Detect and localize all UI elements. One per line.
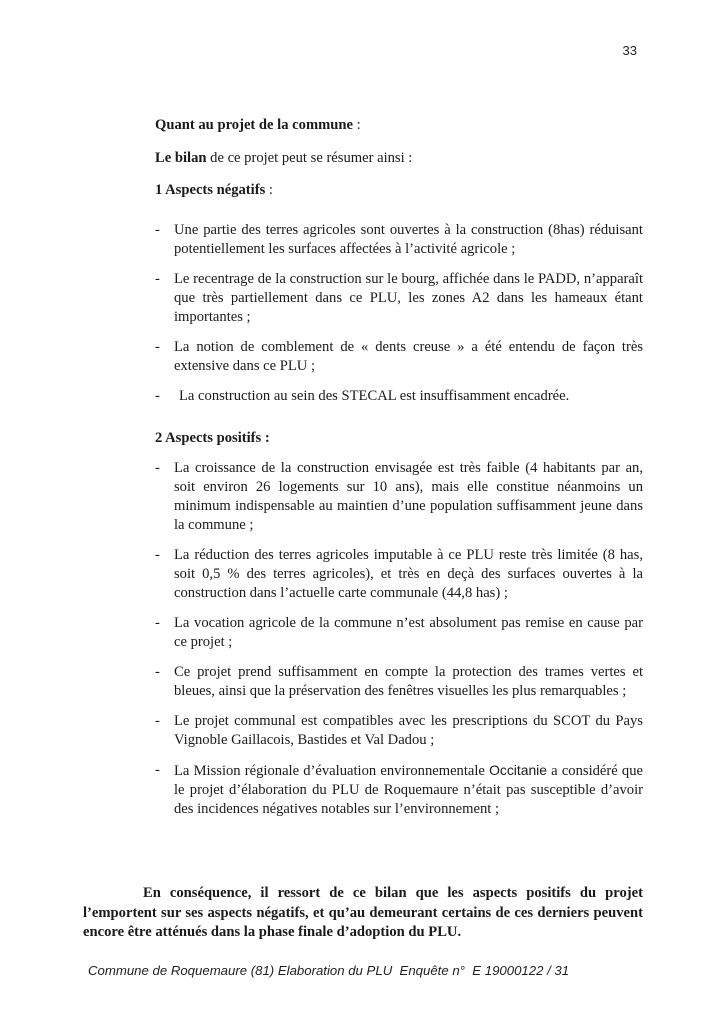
list-item <box>155 338 643 376</box>
paragraph-bilan-rest: de ce projet peut se résumer ainsi : <box>206 150 413 166</box>
paragraph-bilan-bold: Le bilan <box>155 150 207 166</box>
page-number: 33 <box>622 43 637 58</box>
list-item <box>155 387 643 406</box>
bullet-dash: - <box>155 222 160 238</box>
mission-occitanie: Occitanie <box>489 762 547 778</box>
bullet-text: Une partie des terres agricoles sont ouvertes à la construction (8has) réduisant potentiellement les surfaces affectées à l’activité agricole ; <box>174 222 643 257</box>
heading-negative-colon: : <box>265 182 273 198</box>
bullet-dash: - <box>155 664 160 680</box>
bullet-dash: - <box>155 271 160 287</box>
list-item <box>155 270 643 327</box>
list-item <box>155 712 643 750</box>
list-item <box>155 761 643 819</box>
bullet-dash: - <box>155 388 160 404</box>
mission-text-after: a considéré que le projet d’élaboration du PLU de Roquemaure n’était pas susceptible d’avoir des incidences négatives notables sur l’environnement ; <box>174 763 643 817</box>
bullet-text <box>174 761 643 819</box>
bullet-text: La construction au sein des STECAL est insuffisamment encadrée. <box>179 388 570 404</box>
bullet-dash: - <box>155 615 160 631</box>
bullet-dash: - <box>155 713 160 729</box>
conclusion-paragraph: En conséquence, il ressort de ce bilan que les aspects positifs du projet l’emportent sur ses aspects négatifs, et qu’au demeurant certains de ces derniers peuvent encore être atténués dans la phase finale d’adoption du PLU. <box>83 885 643 940</box>
document-footer: Commune de Roquemaure (81) Elaboration du PLU Enquête n° E 19000122 / 31 <box>88 963 570 978</box>
document-body <box>155 116 643 830</box>
bullet-text: La vocation agricole de la commune n’est absolument pas remise en cause par ce projet ; <box>174 615 643 650</box>
heading-negative-aspects <box>155 181 643 200</box>
bullet-text: La notion de comblement de « dents creuse » a été entendu de façon très extensive dans ce PLU ; <box>174 339 643 374</box>
bullet-text: Le projet communal est compatibles avec les prescriptions du SCOT du Pays Vignoble Gaillacois, Bastides et Val Dadou ; <box>174 713 643 748</box>
bullet-text: La réduction des terres agricoles imputable à ce PLU reste très limitée (8 has, soit 0,5 % des terres agricoles), et très en deçà des surfaces ouvertes à la construction dans l’actuelle carte communale (44,8 has) ; <box>174 547 643 601</box>
bullet-text: Le recentrage de la construction sur le bourg, affichée dans le PADD, n’apparaît que très partiellement dans ce PLU, les zones A2 dans les hameaux étant importantes ; <box>174 271 643 325</box>
paragraph-bilan <box>155 149 643 168</box>
heading-commune-bold: Quant au projet de la commune <box>155 117 353 133</box>
heading-commune-colon: : <box>352 117 361 133</box>
bullet-text: La croissance de la construction envisagée est très faible (4 habitants par an, soit environ 26 logements sur 10 ans), mais elle constitue néanmoins un minimum indispensable au maintien d’une population suffisamment jeune dans la commune ; <box>174 460 643 533</box>
list-item <box>155 546 643 603</box>
heading-commune <box>155 116 643 135</box>
mission-text-before: La Mission régionale d’évaluation environnementale <box>174 763 490 779</box>
list-item <box>155 614 643 652</box>
heading-negative-bold: 1 Aspects négatifs <box>155 182 266 198</box>
bullet-dash: - <box>155 762 160 778</box>
list-item <box>155 663 643 701</box>
list-item <box>155 459 643 535</box>
bullet-text: Ce projet prend suffisamment en compte la protection des trames vertes et bleues, ainsi que la préservation des fenêtres visuelles les plus remarquables ; <box>174 664 643 699</box>
negative-aspects-list <box>155 221 643 406</box>
bullet-dash: - <box>155 547 160 563</box>
list-item <box>155 221 643 259</box>
bullet-dash: - <box>155 339 160 355</box>
heading-positive-aspects: 2 Aspects positifs : <box>155 430 270 446</box>
bullet-dash: - <box>155 460 160 476</box>
positive-aspects-list <box>155 459 643 819</box>
